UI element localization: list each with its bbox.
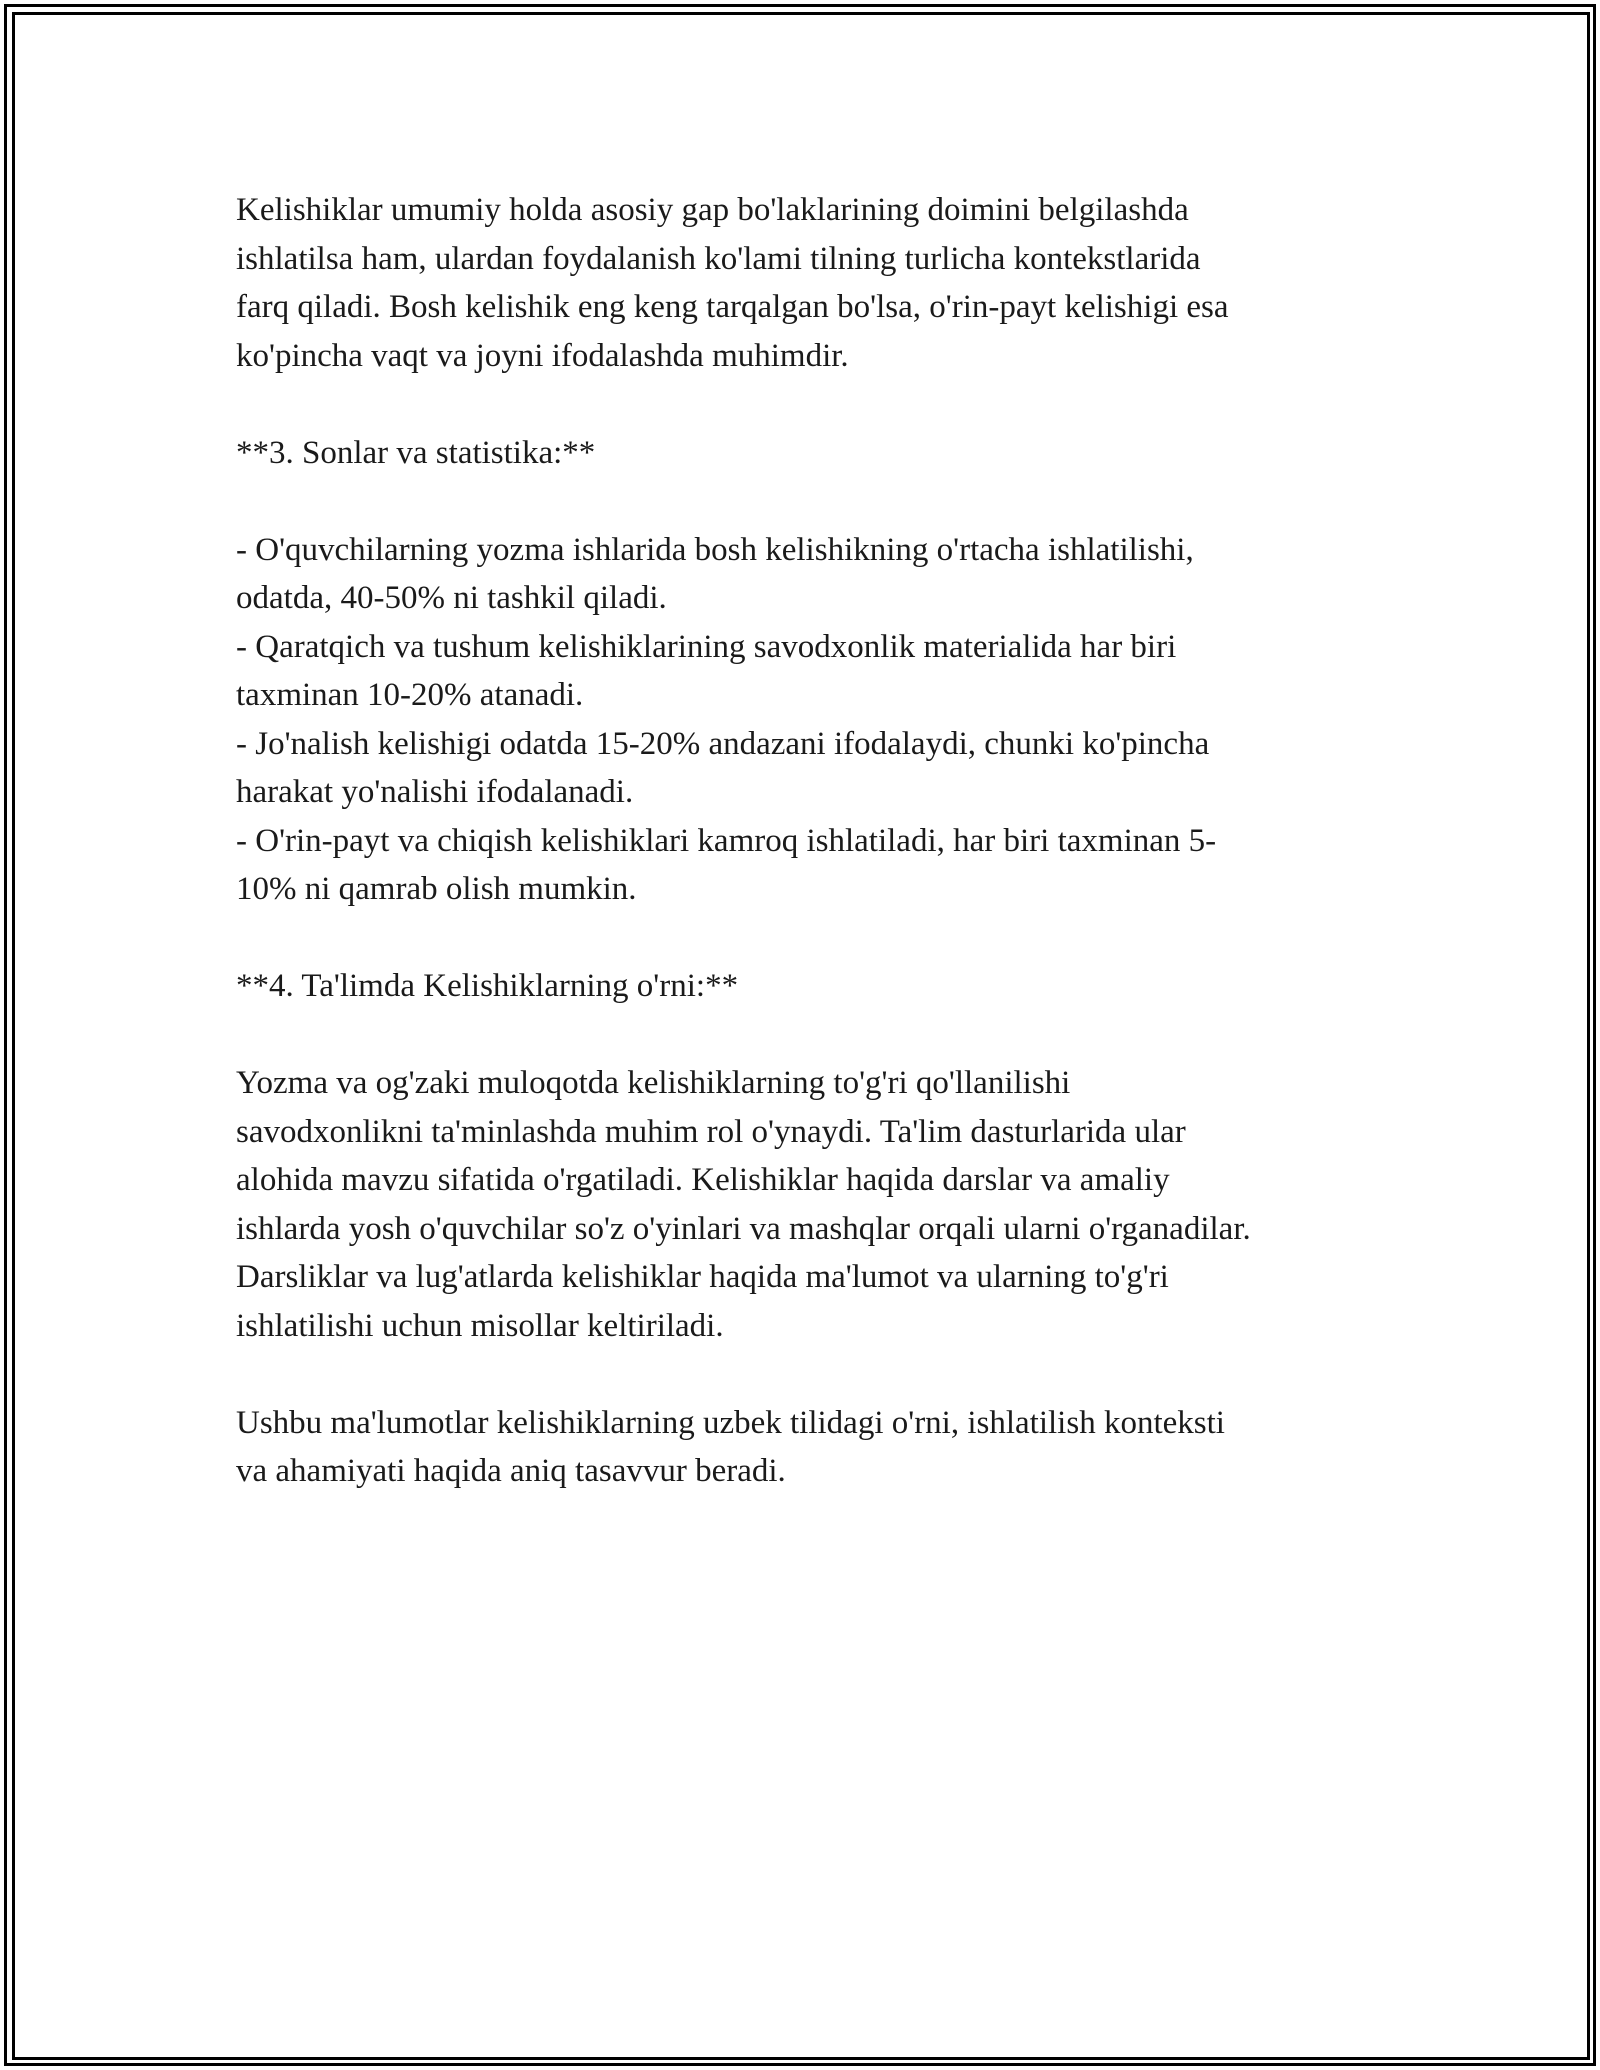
list-item-line: - O'rin-payt va chiqish kelishiklari kamroq ishlatiladi, har biri taxminan 5- [236,822,1217,859]
text-line: ishlatilsa ham, ulardan foydalanish ko'lami tilning turlicha kontekstlarida [236,240,1201,277]
education-paragraph [236,1059,1386,1350]
list-item-line: - Jo'nalish kelishigi odatda 15-20% andazani ifodalaydi, chunki ko'pincha [236,725,1210,762]
list-item-line: - O'quvchilarning yozma ishlarida bosh kelishikning o'rtacha ishlatilishi, [236,531,1194,568]
text-line: ishlarda yosh o'quvchilar so'z o'yinlari va mashqlar orqali ularni o'rganadilar. [236,1210,1251,1247]
list-item-line: odatda, 40-50% ni tashkil qiladi. [236,580,667,616]
section-heading-4 [236,962,1386,1011]
text-line: Darsliklar va lug'atlarda kelishiklar haqida ma'lumot va ularning to'g'ri [236,1259,1169,1295]
list-item-line: 10% ni qamrab olish mumkin. [236,871,637,907]
document-body [236,186,1386,1496]
text-line: ko'pincha vaqt va joyni ifodalashda muhimdir. [236,337,849,374]
list-item-line: harakat yo'nalishi ifodalanadi. [236,774,634,810]
text-line: va ahamiyati haqida aniq tasavvur beradi. [236,1453,786,1489]
text-line: Ushbu ma'lumotlar kelishiklarning uzbek tilidagi o'rni, ishlatilish konteksti [236,1404,1225,1441]
list-item-line: taxminan 10-20% atanadi. [236,677,584,713]
conclusion-paragraph [236,1399,1386,1496]
list-item-line: - Qaratqich va tushum kelishiklarining savodxonlik materialida har biri [236,628,1177,665]
text-line: savodxonlikni ta'minlashda muhim rol o'ynaydi. Ta'lim dasturlarida ular [236,1113,1186,1150]
text-line: farq qiladi. Bosh kelishik eng keng tarqalgan bo'lsa, o'rin-payt kelishigi esa [236,289,1229,325]
heading-text: **3. Sonlar va statistika:** [236,434,596,471]
heading-text: **4. Ta'limda Kelishiklarning o'rni:** [236,968,739,1004]
text-line: ishlatilishi uchun misollar keltiriladi. [236,1307,724,1344]
intro-paragraph [236,186,1386,380]
text-line: Yozma va og'zaki muloqotda kelishiklarning to'g'ri qo'llanilishi [236,1065,1071,1101]
text-line: Kelishiklar umumiy holda asosiy gap bo'laklarining doimini belgilashda [236,192,1189,228]
section-heading-3 [236,429,1386,478]
stats-list [236,526,1386,914]
text-line: alohida mavzu sifatida o'rgatiladi. Kelishiklar haqida darslar va amaliy [236,1162,1170,1198]
